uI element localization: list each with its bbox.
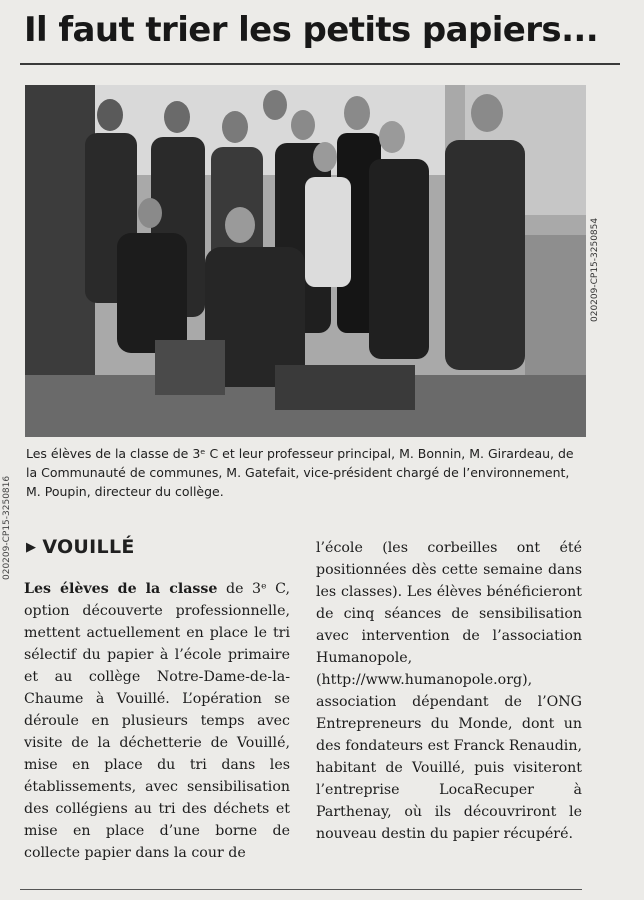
photo-caption: Les élèves de la classe de 3ᵉ C et leur professeur principal, M. Bonnin, M. Girardeau, de la Communauté de communes, M. Gatefait, vice-président chargé de l’environnement, M. Poupin, directeur du collège. — [26, 446, 574, 499]
article-column-2: l’école (les corbeilles ont été positionnées dès cette semaine dans les classes). Les élèves bénéficieront de cinq séances de sensibilisation avec intervention de l’association Humanopole, (http://www.humanopole.org), association dépendant de l’ONG Entrepreneurs du Monde, dont un des fondateurs est Franck Renaudin, habitant de Vouillé, puis visiteront l’entreprise LocaRecuper à Parthenay, où ils découvriront le nouveau destin du papier récupéré. — [316, 540, 582, 842]
photo-reference-code: 020209-CP15-3250854 — [590, 217, 600, 322]
article-lead: Les élèves de la classe — [24, 581, 218, 597]
article-column-1 — [24, 578, 290, 864]
bottom-rule — [20, 889, 582, 890]
margin-reference-code: 020209-CP15-3250816 — [2, 475, 12, 580]
article-text-1: de 3ᵉ C, option découverte professionnelle, mettent actuellement en place le tri sélectif du papier à l’école primaire et au collège Notre-Dame-de-la-Chaume à Vouillé. L’opération se déroule en plusieurs temps avec visite de la déchetterie de Vouillé, mise en place du tri dans les établissements, avec sensibilisation des collégiens au tri des déchets et mise en place d’une borne de collecte papier dans la cour de — [24, 581, 290, 861]
triangle-icon: ▶ — [26, 540, 37, 555]
group-photo — [25, 85, 586, 437]
group-photo-illustration — [25, 85, 586, 437]
headline: Il faut trier les petits papiers... — [24, 10, 599, 50]
location-tag — [26, 536, 135, 558]
location-label: VOUILLÉ — [42, 536, 135, 558]
headline-rule — [20, 63, 620, 65]
